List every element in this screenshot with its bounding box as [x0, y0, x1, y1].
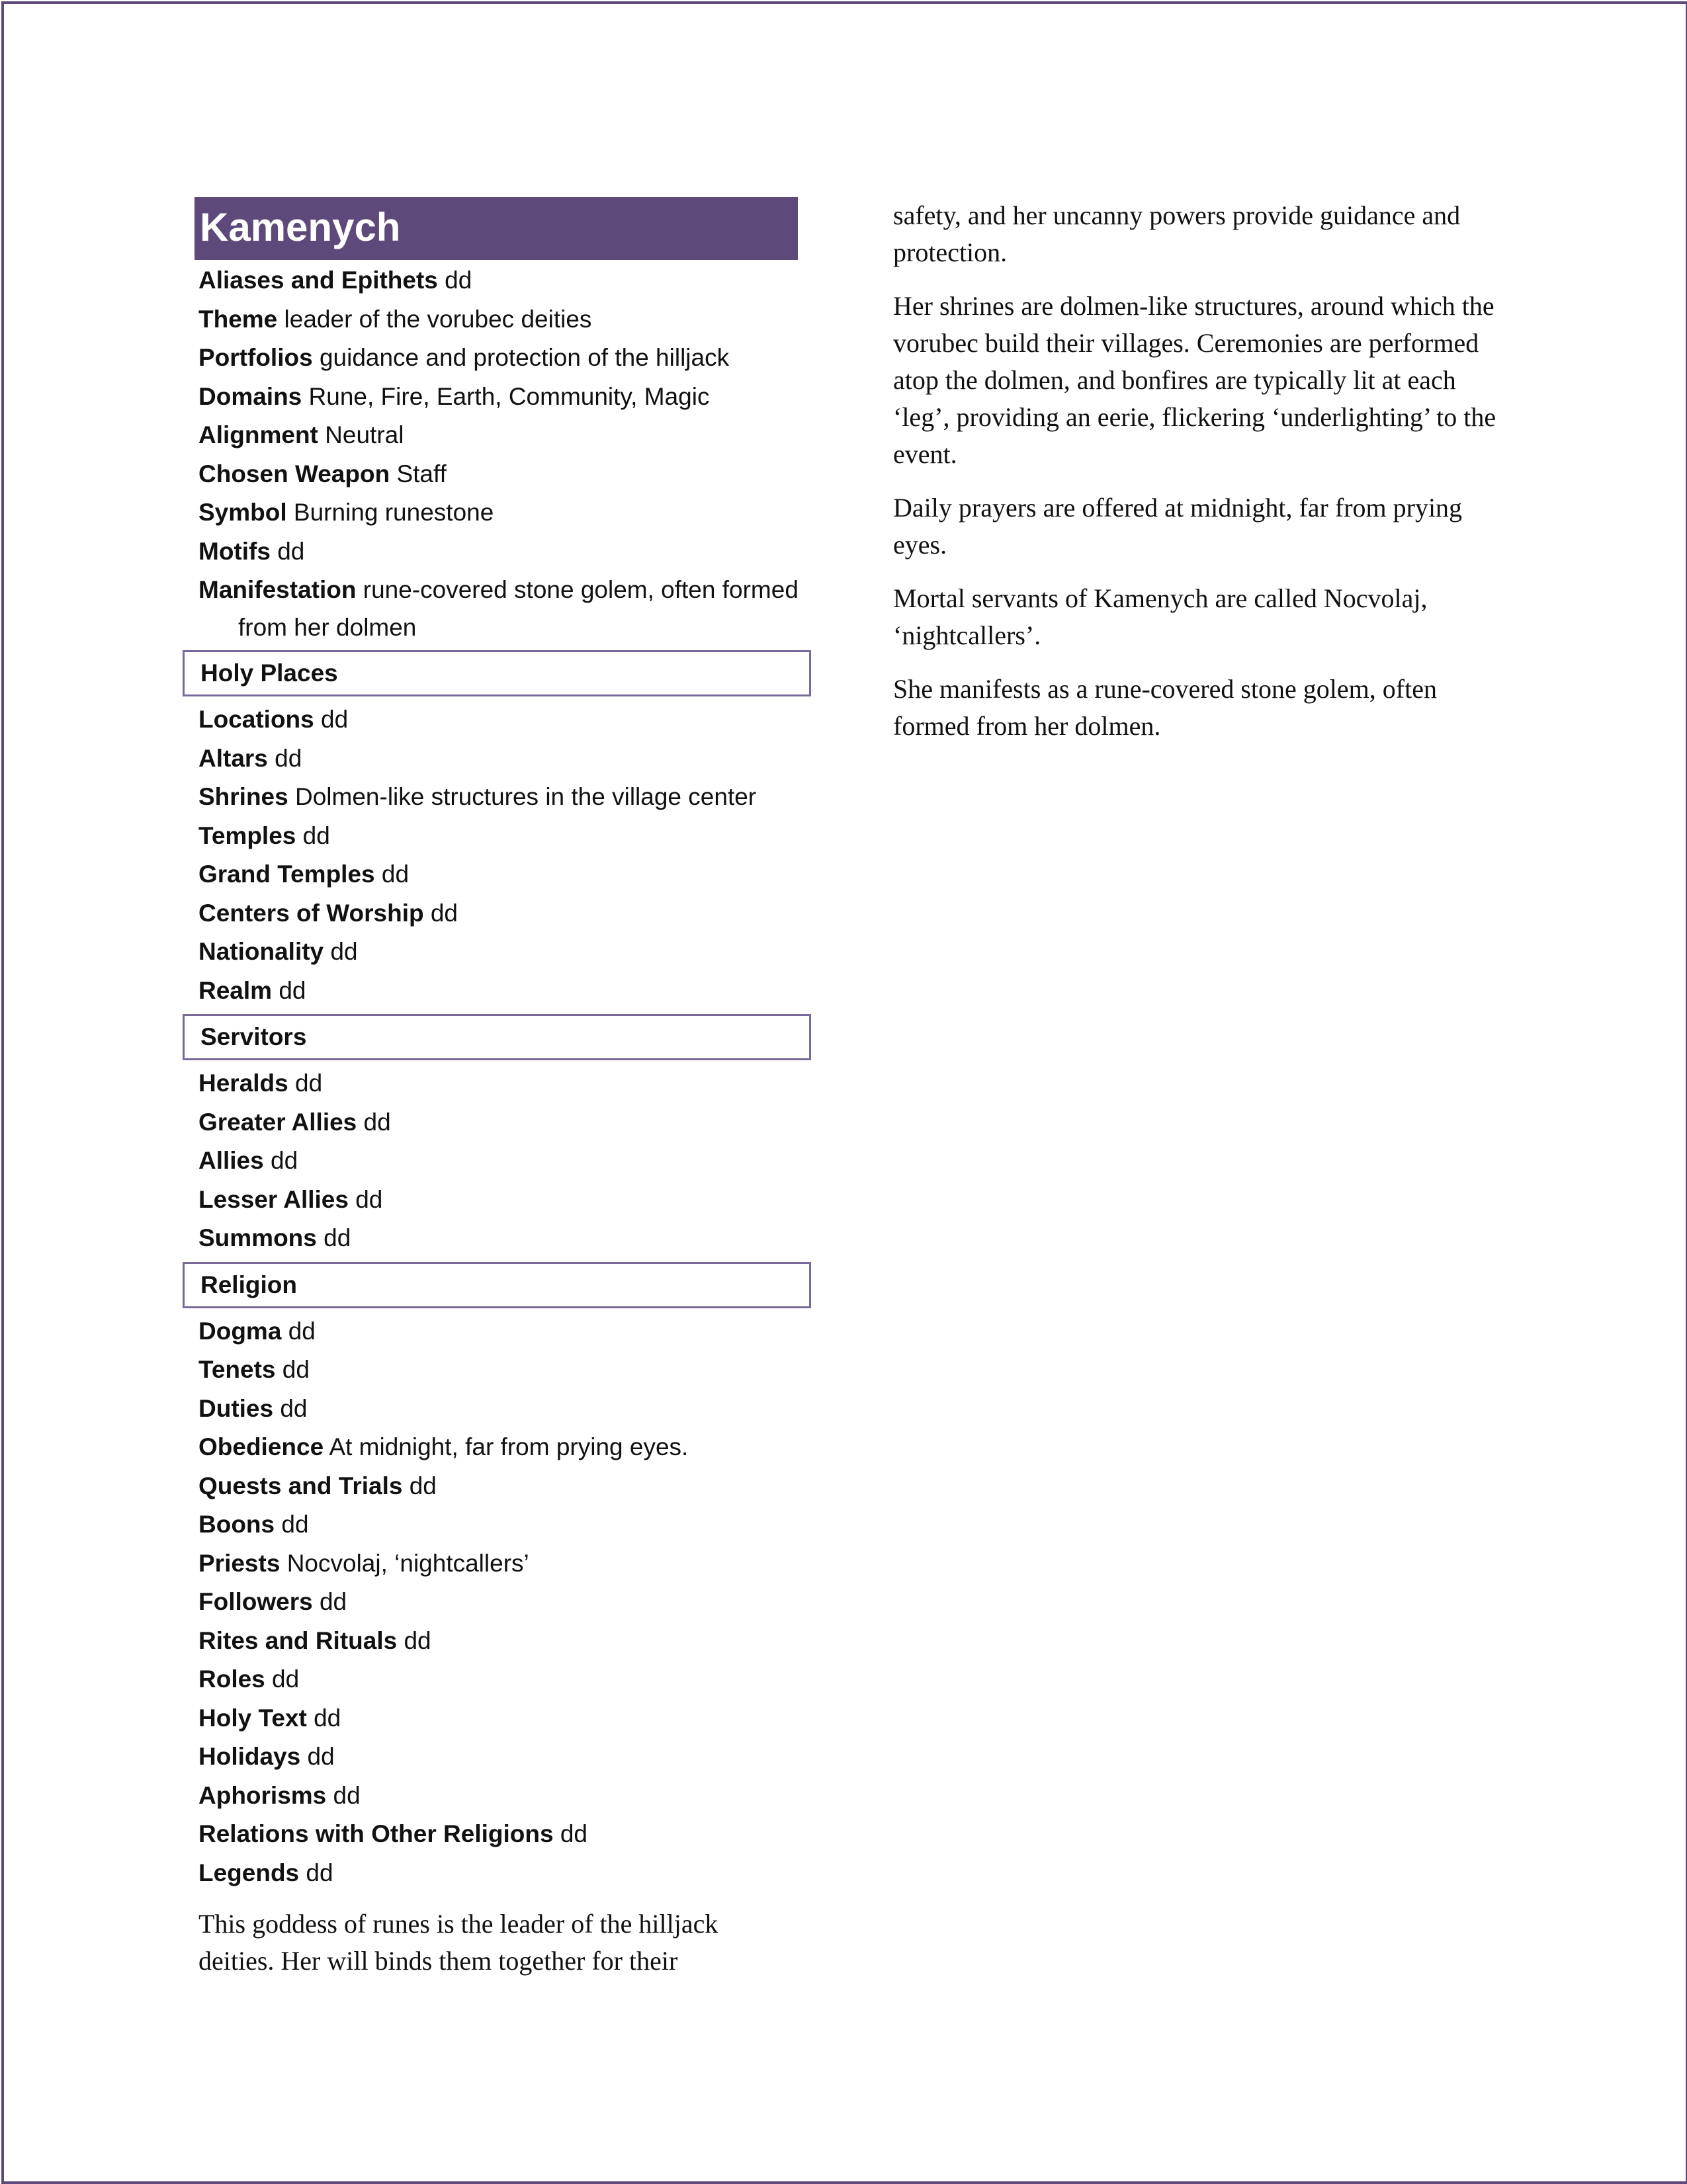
description-paragraph: Her shrines are dolmen-like structures, around which the vorubec build their villages. Ceremonies are performed atop the dolmen, and bonfires are typically lit at each ‘leg’, providing an eerie, flickering ‘underlighting’ to the event.	[893, 291, 1496, 469]
entry-key: Locations	[198, 706, 314, 733]
entry-key: Obedience	[198, 1433, 324, 1460]
entry-value: dd	[363, 1108, 391, 1136]
entry-summons	[195, 1219, 810, 1258]
entry-manifestation	[195, 571, 820, 646]
entry-key: Followers	[198, 1588, 313, 1615]
section-heading-servitors: Servitors	[183, 1014, 811, 1060]
entry-value: dd	[404, 1626, 431, 1654]
entry-value: At midnight, far from prying eyes.	[329, 1433, 689, 1460]
entry-key: Quests and Trials	[198, 1472, 403, 1499]
entry-value: dd	[282, 1356, 310, 1383]
entry-key: Portfolios	[198, 344, 313, 371]
entry-value: Dolmen-like structures in the village center	[295, 783, 757, 810]
entry-grand-temples	[195, 855, 810, 894]
section-heading-religion: Religion	[183, 1262, 811, 1308]
entry-domains	[195, 378, 810, 417]
entry-key: Relations with Other Religions	[198, 1820, 554, 1847]
entry-value: dd	[288, 1317, 316, 1345]
entry-heralds	[195, 1064, 810, 1103]
entry-followers	[195, 1583, 810, 1622]
entry-value: dd	[275, 744, 302, 772]
entry-aphorisms	[195, 1777, 810, 1816]
entry-key: Legends	[198, 1859, 300, 1886]
entry-value: Nocvolaj, ‘nightcallers’	[286, 1549, 529, 1577]
entry-duties	[195, 1390, 810, 1429]
entry-value: dd	[295, 1070, 323, 1097]
entry-symbol	[195, 493, 810, 532]
entry-obedience	[195, 1428, 810, 1467]
entry-value: dd	[272, 1665, 300, 1693]
entry-key: Boons	[198, 1511, 275, 1538]
description-paragraph: safety, and her uncanny powers provide guidance and protection.	[893, 200, 1461, 267]
entry-value: dd	[333, 1781, 361, 1809]
entry-altars	[195, 739, 810, 778]
entry-value: dd	[355, 1185, 383, 1213]
entry-centers-of-worship	[195, 894, 810, 933]
entry-value: dd	[306, 1859, 333, 1886]
entry-locations	[195, 700, 810, 739]
entry-key: Duties	[198, 1394, 274, 1422]
entry-key: Centers of Worship	[198, 899, 424, 927]
entry-key: Rites and Rituals	[198, 1626, 398, 1654]
entry-value: dd	[277, 537, 305, 565]
entry-value: dd	[445, 267, 472, 294]
entry-key: Nationality	[198, 938, 324, 965]
entry-aliases	[195, 261, 810, 300]
entry-alignment	[195, 416, 810, 455]
entry-realm	[195, 972, 810, 1011]
stat-block	[195, 197, 810, 2006]
description-column	[893, 197, 1502, 761]
entry-value: Staff	[396, 460, 447, 487]
entry-value: dd	[279, 976, 306, 1004]
entry-value: rune-covered stone golem, often formed from her dolmen	[238, 576, 799, 641]
entry-value: dd	[314, 1704, 341, 1732]
entry-theme	[195, 300, 810, 339]
entry-key: Tenets	[198, 1356, 276, 1383]
entry-value: dd	[321, 706, 349, 733]
entry-portfolios	[195, 339, 810, 378]
entry-key: Holy Text	[198, 1704, 307, 1732]
deity-title: Kamenych	[195, 197, 798, 260]
entry-nationality	[195, 933, 810, 972]
entry-value: dd	[381, 861, 410, 888]
entry-key: Greater Allies	[198, 1108, 357, 1136]
entry-relations	[195, 1815, 810, 1854]
entry-key: Altars	[198, 744, 268, 772]
entry-priests	[195, 1544, 810, 1583]
entry-key: Symbol	[198, 499, 287, 526]
description-paragraph: She manifests as a rune-covered stone golem, often formed from her dolmen.	[893, 674, 1437, 741]
servitors-list	[195, 1064, 810, 1258]
entry-allies	[195, 1142, 810, 1181]
entry-key: Summons	[198, 1224, 317, 1251]
entry-chosen-weapon	[195, 455, 810, 494]
entry-shrines	[195, 778, 810, 817]
entry-value: dd	[324, 1224, 351, 1251]
entry-value: dd	[430, 899, 458, 927]
entry-rites-and-rituals	[195, 1622, 810, 1661]
entry-key: Holidays	[198, 1743, 301, 1770]
entry-value: dd	[330, 938, 358, 965]
entry-value: Rune, Fire, Earth, Community, Magic	[308, 382, 710, 410]
description-paragraph: Daily prayers are offered at midnight, far from prying eyes.	[893, 493, 1463, 560]
entry-holidays	[195, 1738, 810, 1777]
entry-roles	[195, 1660, 810, 1699]
entry-temples	[195, 817, 810, 856]
description-paragraph: This goddess of runes is the leader of the hilljack deities. Her will binds them together for their	[198, 1909, 718, 1976]
overview-list	[195, 261, 810, 646]
entry-key: Aliases and Epithets	[198, 267, 438, 294]
entry-lesser-allies	[195, 1181, 810, 1220]
entry-value: dd	[409, 1472, 437, 1499]
entry-key: Roles	[198, 1665, 265, 1693]
entry-key: Shrines	[198, 783, 288, 810]
entry-key: Aphorisms	[198, 1781, 327, 1809]
entry-value: dd	[280, 1394, 308, 1422]
entry-motifs	[195, 532, 810, 571]
entry-key: Priests	[198, 1549, 281, 1577]
entry-key: Heralds	[198, 1070, 288, 1097]
entry-key: Domains	[198, 382, 302, 410]
religion-list	[195, 1312, 810, 1893]
entry-tenets	[195, 1351, 810, 1390]
entry-key: Allies	[198, 1147, 264, 1174]
entry-key: Chosen Weapon	[198, 460, 390, 487]
entry-greater-allies	[195, 1103, 810, 1142]
entry-quests-and-trials	[195, 1467, 810, 1506]
entry-key: Manifestation	[198, 576, 357, 603]
entry-value: dd	[319, 1588, 347, 1615]
entry-value: Neutral	[325, 421, 404, 448]
entry-dogma	[195, 1312, 810, 1351]
section-heading-holy-places: Holy Places	[183, 650, 811, 696]
entry-value: dd	[302, 821, 330, 849]
entry-boons	[195, 1505, 810, 1544]
entry-key: Temples	[198, 821, 296, 849]
entry-key: Dogma	[198, 1317, 282, 1345]
entry-key: Alignment	[198, 421, 318, 448]
entry-key: Motifs	[198, 537, 271, 565]
entry-key: Theme	[198, 305, 278, 333]
entry-value: dd	[281, 1511, 309, 1538]
entry-value: Burning runestone	[293, 499, 494, 526]
entry-holy-text	[195, 1699, 810, 1738]
entry-key: Grand Temples	[198, 861, 375, 888]
description-paragraph: Mortal servants of Kamenych are called Nocvolaj, ‘nightcallers’.	[893, 583, 1428, 650]
entry-value: guidance and protection of the hilljack	[319, 344, 730, 371]
entry-value: dd	[271, 1147, 298, 1174]
entry-legends	[195, 1854, 810, 1893]
entry-value: leader of the vorubec deities	[284, 305, 592, 333]
entry-value: dd	[307, 1743, 335, 1770]
entry-value: dd	[560, 1820, 587, 1847]
entry-key: Realm	[198, 976, 273, 1004]
holy-places-list	[195, 700, 810, 1010]
entry-key: Lesser Allies	[198, 1185, 349, 1213]
